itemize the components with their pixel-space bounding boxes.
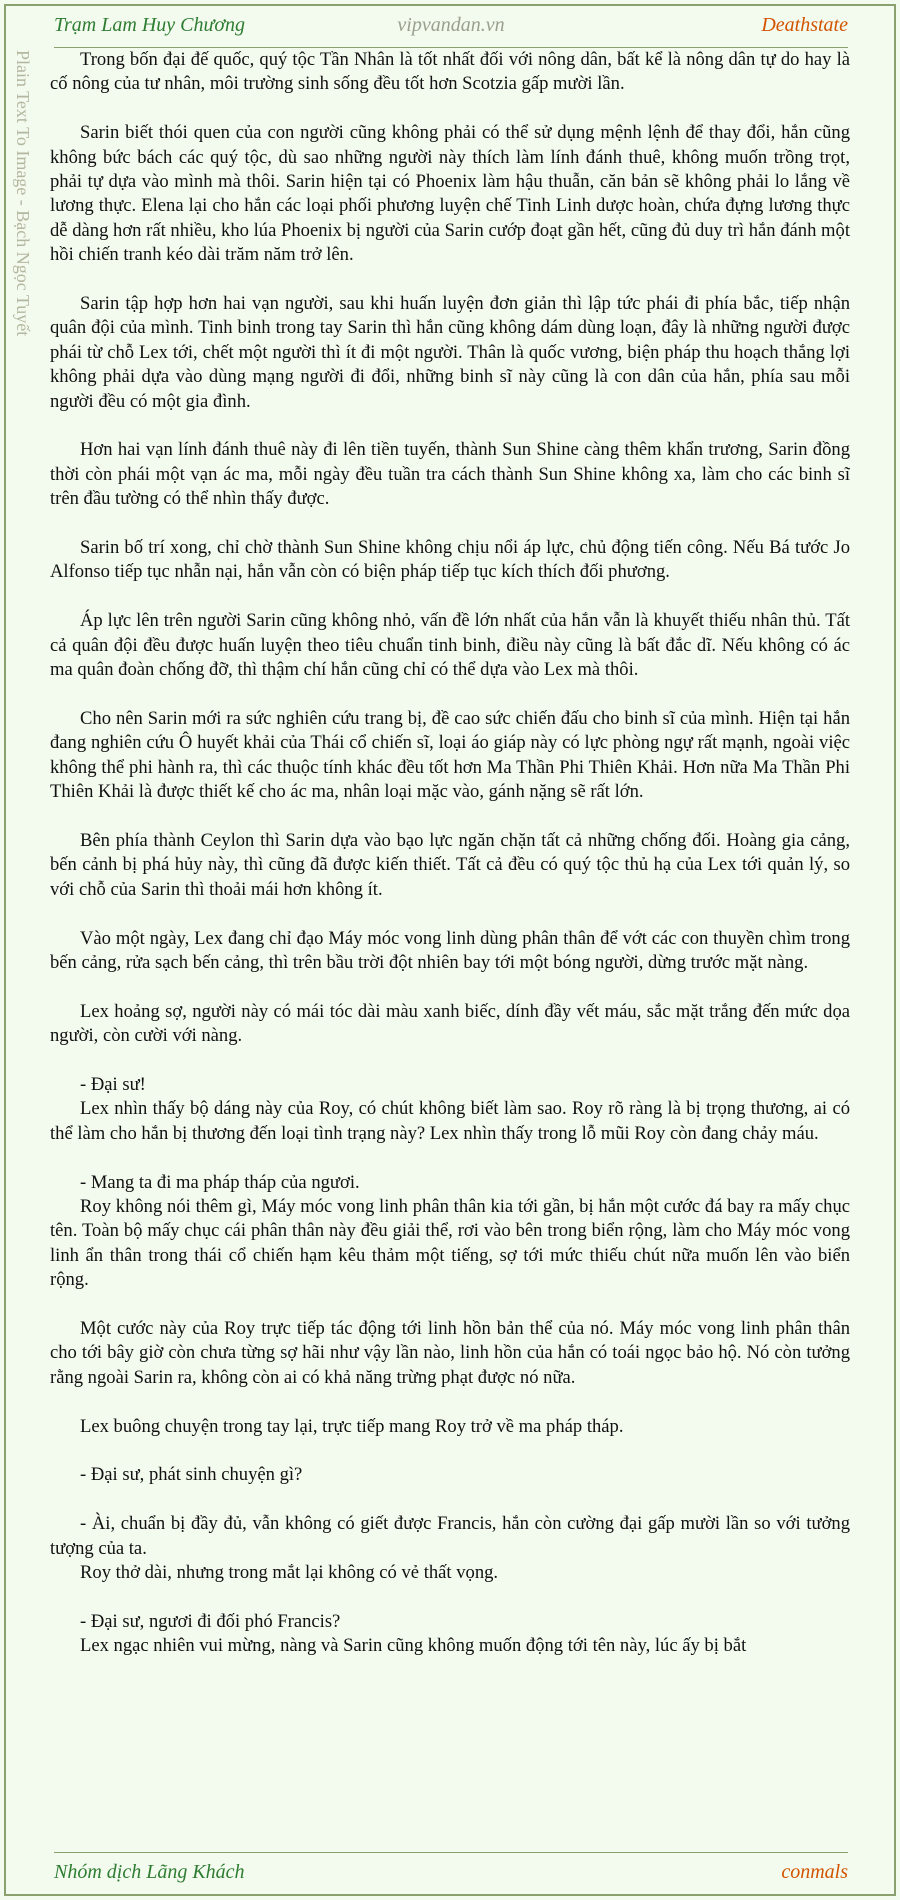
side-watermark-label: Plain Text To Image - Bạch Ngọc Tuyết <box>13 50 33 337</box>
paragraph: Sarin biết thói quen của con người cũng không phải có thể sử dụng mệnh lệnh để thay đổi, hắn cũng không bức bách các quý tộc, dù sao những người này thích làm lính đánh thuê, không muốn trồng trọt, phải tự dựa vào mình mà thôi. Sarin hiện tại có Phoenix làm hậu thuẫn, căn bản sẽ không phải lo lắng về lương thực. Elena lại cho hắn các loại phối phương luyện chế Tinh Linh dược hoàn, chứa đựng lương thực dễ dàng hơn rất nhiều, kho lúa Phoenix bị người của Sarin cướp đoạt gần hết, cũng đủ duy trì hắn đánh một hồi chiến tranh kéo dài trăm năm trở lên. <box>50 122 850 266</box>
header-uploader: Deathstate <box>761 14 848 36</box>
paragraph: Roy thở dài, nhưng trong mắt lại không có vẻ thất vọng. <box>80 1561 499 1583</box>
paragraph: Trong bốn đại đế quốc, quý tộc Tần Nhân là tốt nhất đối với nông dân, bất kể là nông dân tự do hay là cố nông của tư nhân, môi trường sinh sống đều tốt hơn Scotzia gấp mười lần. <box>50 49 850 95</box>
paragraph: Áp lực lên trên người Sarin cũng không nhỏ, vấn đề lớn nhất của hắn vẫn là khuyết thiếu nhân thủ. Tất cả quân đội đều được huấn luyện theo tiêu chuẩn tinh binh, điều này cũng là bất đắc dĩ. Nếu không có ác ma quân đoàn chống đỡ, thì thậm chí hắn cũng chỉ có thể dựa vào Lex mà thôi. <box>50 610 850 681</box>
dialogue-line: - Đại sư, phát sinh chuyện gì? <box>80 1464 303 1486</box>
paragraph: Lex ngạc nhiên vui mừng, nàng và Sarin cũng không muốn động tới tên này, lúc ấy bị bắt <box>80 1635 747 1657</box>
paragraph: Lex buông chuyện trong tay lại, trực tiếp mang Roy trở về ma pháp tháp. <box>80 1415 624 1437</box>
paragraph: Một cước này của Roy trực tiếp tác động tới linh hồn bản thể của nó. Máy móc vong linh phân thân cho tới bây giờ còn chưa từng sợ hãi như vậy lần nào, linh hồn của hắn có toái ngọc bảo hộ. Nó còn tưởng rằng ngoài Sarin ra, không còn ai có khả năng trừng phạt được nó nữa. <box>50 1317 850 1388</box>
paragraph: Sarin tập hợp hơn hai vạn người, sau khi huấn luyện đơn giản thì lập tức phái đi phía bắc, tiếp nhận quân đội của mình. Tinh binh trong tay Sarin thì hắn cũng không dám dùng loạn, đây là những người được phái từ chỗ Lex tới, chết một người thì ít đi một người. Thân là quốc vương, biện pháp thu hoạch thắng lợi không phải dựa vào dùng mạng người đi đổi, những binh sĩ này cũng là con dân của hắn, phía sau mỗi người đều có một gia đình. <box>50 293 850 412</box>
page-footer <box>54 1852 848 1892</box>
dialogue-line: - Mang ta đi ma pháp tháp của ngươi. <box>80 1171 360 1193</box>
page-header <box>54 8 848 48</box>
dialogue-line: - Đại sư, ngươi đi đối phó Francis? <box>80 1610 341 1632</box>
paragraph: Lex hoảng sợ, người này có mái tóc dài màu xanh biếc, dính đầy vết máu, sắc mặt trắng đến mức dọa người, còn cười với nàng. <box>50 1000 850 1047</box>
header-translator-group: Trạm Lam Huy Chương <box>54 14 246 36</box>
dialogue-line: - Đại sư! <box>80 1073 146 1095</box>
paragraph: Sarin bố trí xong, chỉ chờ thành Sun Shine không chịu nổi áp lực, chủ động tiến công. Nếu Bá tước Jo Alfonso tiếp tục nhẫn nại, hắn vẫn còn có biện pháp tiếp tục kích thích đối phương. <box>50 537 850 583</box>
header-site-name: vipvandan.vn <box>397 14 505 36</box>
dialogue-line: - Ài, chuẩn bị đầy đủ, vẫn không có giết được Francis, hắn còn cường đại gấp mười lần so với tưởng tượng của ta. <box>50 1513 850 1559</box>
footer-editor: conmals <box>781 1861 848 1883</box>
paragraph: Roy không nói thêm gì, Máy móc vong linh phân thân kia tới gần, bị hắn một cước đá bay ra mấy chục tên. Toàn bộ mấy chục cái phân thân này đều giải thể, rơi vào bên trong biển rộng, làm cho Máy móc vong linh ẩn thân trong thái cổ chiến hạm kêu thảm một tiếng, sợ tới mức thiếu chút nữa muốn lên vào biển rộng. <box>50 1195 850 1291</box>
paragraph: Hơn hai vạn lính đánh thuê này đi lên tiền tuyến, thành Sun Shine càng thêm khẩn trương, Sarin đồng thời còn phái một vạn ác ma, mỗi ngày đều tuần tra cách thành Sun Shine không xa, làm cho các binh sĩ trên đầu tường có thể nhìn thấy được. <box>50 439 850 510</box>
story-text <box>50 48 850 1830</box>
paragraph: Cho nên Sarin mới ra sức nghiên cứu trang bị, đề cao sức chiến đấu cho binh sĩ của mình. Hiện tại hắn đang nghiên cứu Ô huyết khải của Thái cổ chiến sĩ, loại áo giáp này có lực phòng ngự rất mạnh, ngoài việc không thể phi hành ra, thì các thuộc tính khác đều tốt hơn Ma Thần Phi Thiên Khải. Hơn nữa Ma Thần Phi Thiên Khải là được thiết kế cho ác ma, nhân loại mặc vào, gánh nặng sẽ rất lớn. <box>50 707 850 803</box>
paragraph: Lex nhìn thấy bộ dáng này của Roy, có chút không biết làm sao. Roy rõ ràng là bị trọng thương, ai có thể làm cho hắn bị thương đến loại tình trạng này? Lex nhìn thấy trong lỗ mũi Roy còn đang chảy máu. <box>50 1098 850 1144</box>
paragraph: Vào một ngày, Lex đang chỉ đạo Máy móc vong linh dùng phân thân để vớt các con thuyền chìm trong bến cảng, rửa sạch bến cảng, thì trên bầu trời đột nhiên bay tới một bóng người, dừng trước mặt nàng. <box>50 927 850 973</box>
paragraph: Bên phía thành Ceylon thì Sarin dựa vào bạo lực ngăn chặn tất cả những chống đối. Hoàng gia cảng, bến cảnh bị phá hủy này, thì cũng đã được kiến thiết. Tất cả đều có quý tộc thủ hạ của Lex tới quản lý, so với chỗ của Sarin thì thoải mái hơn không ít. <box>50 829 850 900</box>
footer-translator-group: Nhóm dịch Lãng Khách <box>54 1861 245 1883</box>
